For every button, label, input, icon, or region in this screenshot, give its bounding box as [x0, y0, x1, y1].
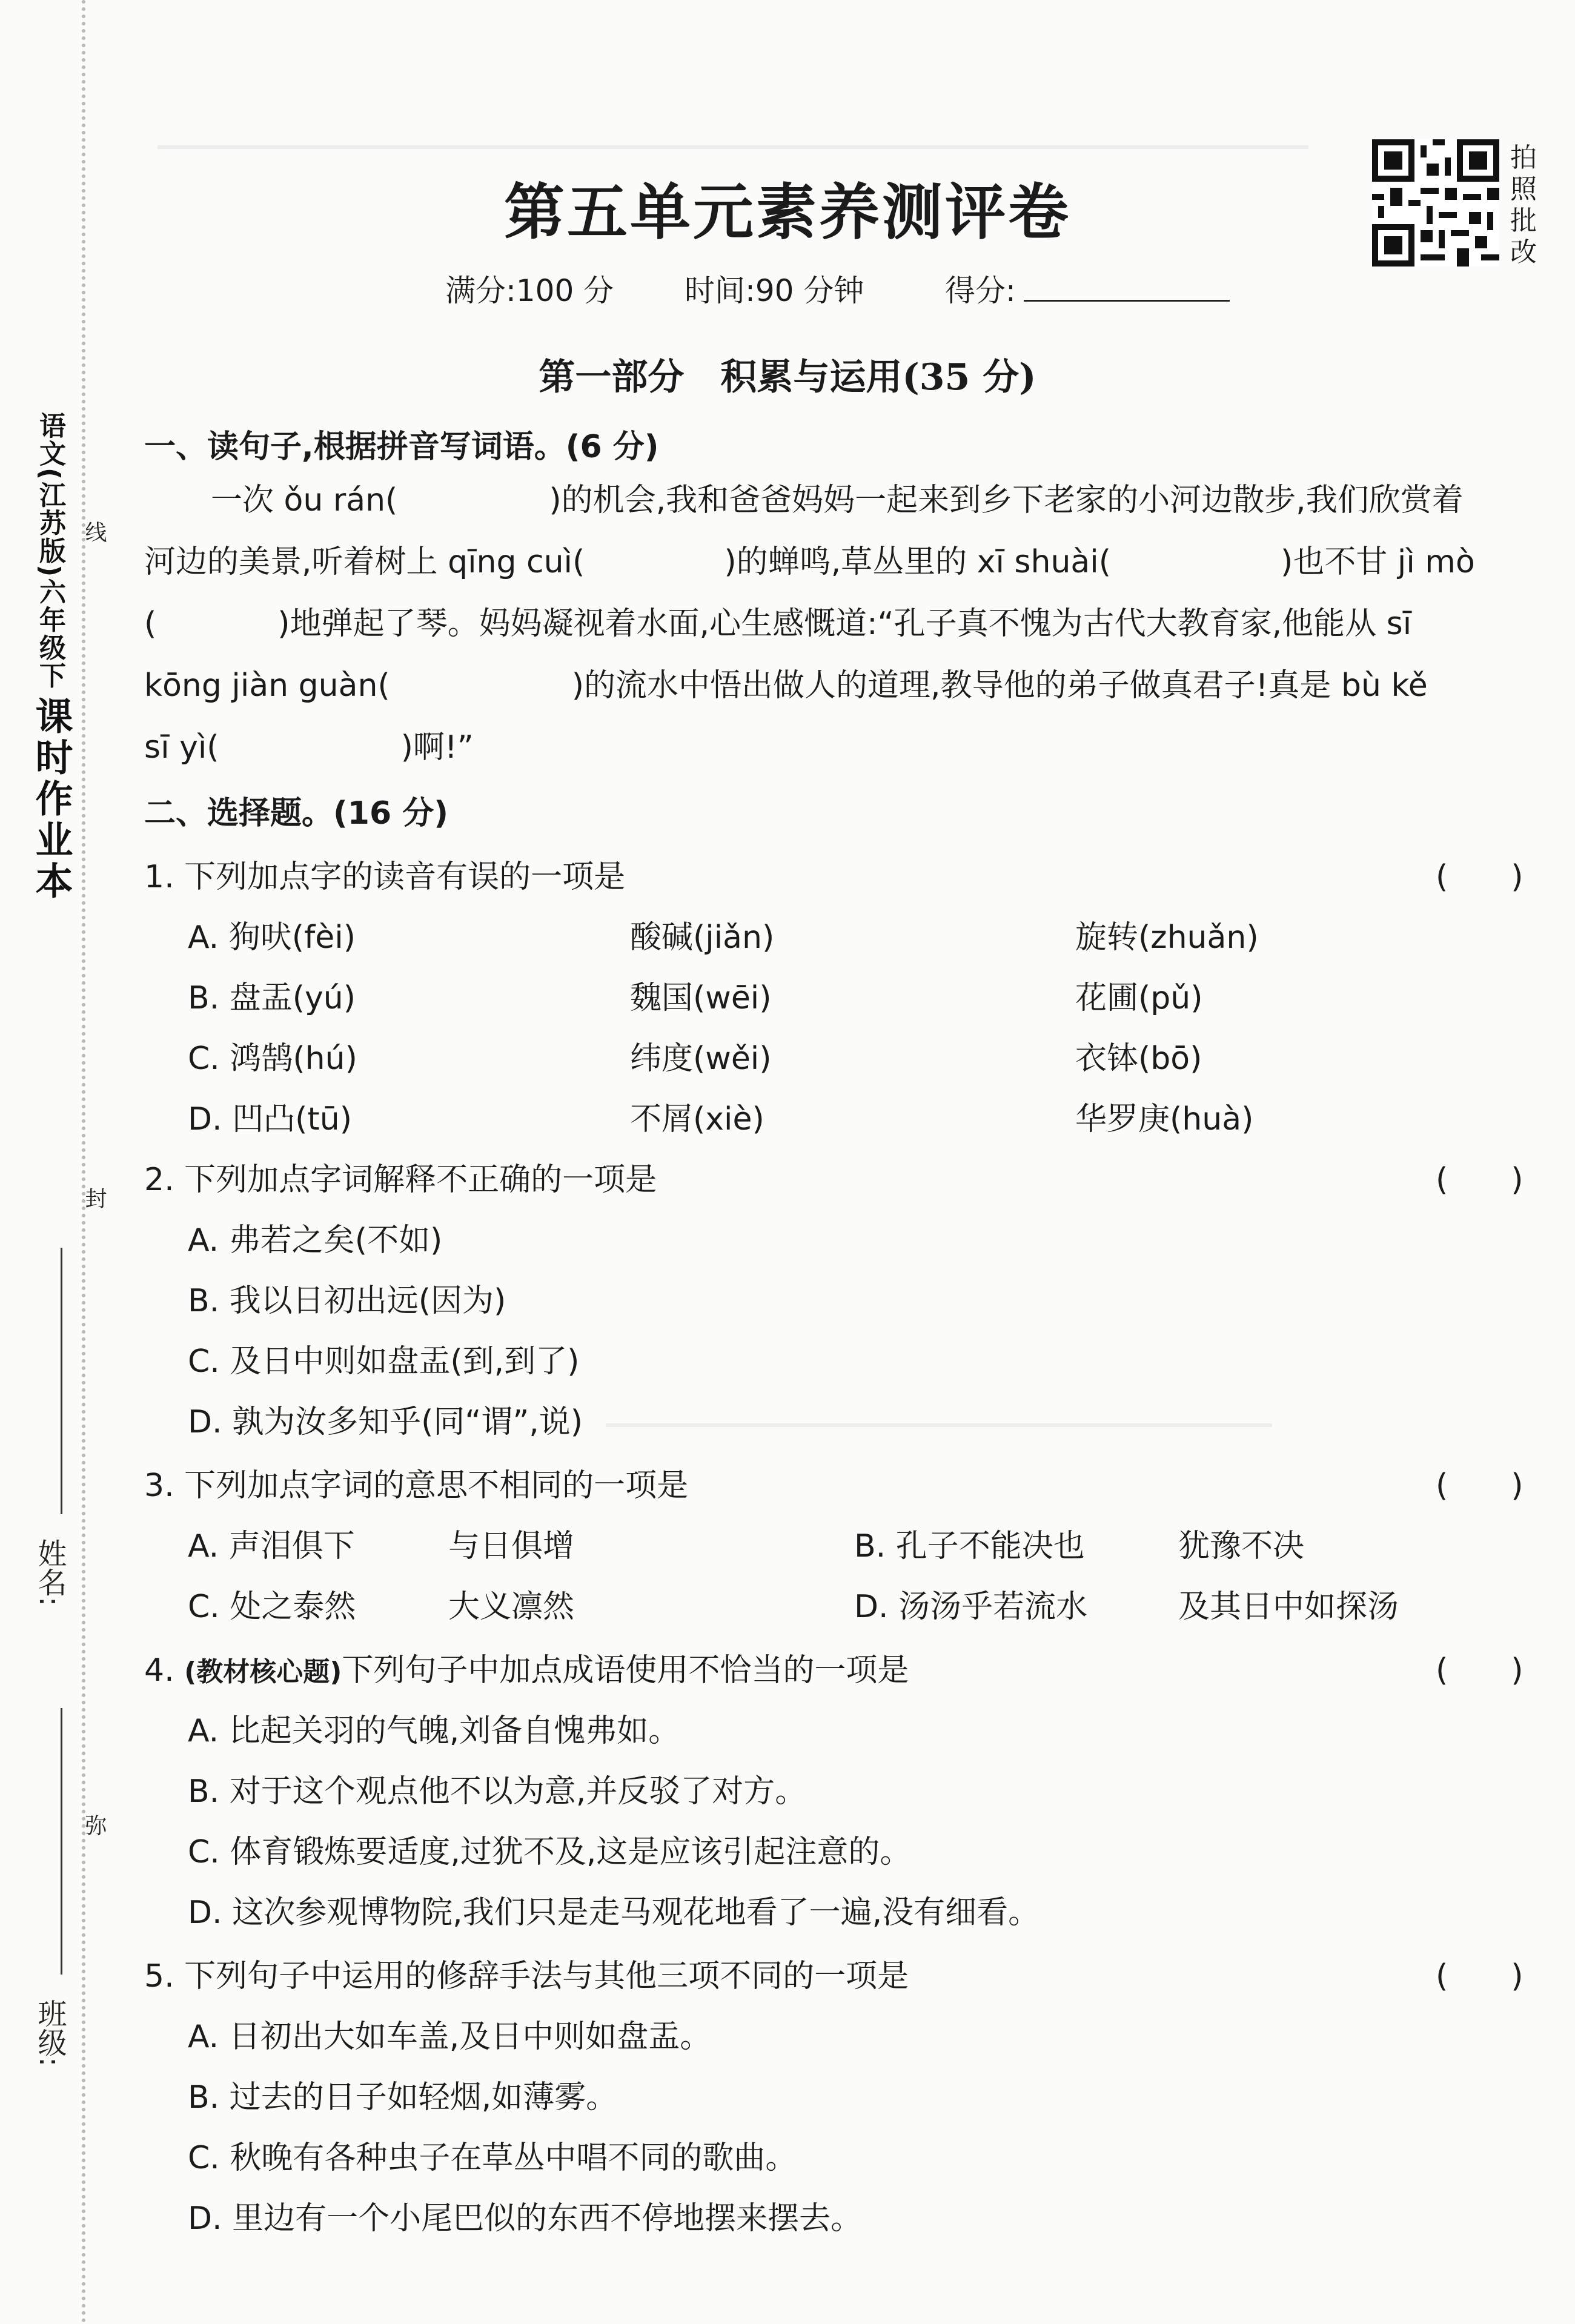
name-field[interactable]	[61, 1248, 62, 1514]
q1-option-c-1[interactable]: C. 鸿鹄(hú)	[188, 1041, 357, 1077]
qr-code-icon[interactable]	[1372, 139, 1499, 266]
name-label: 姓名:	[33, 1538, 67, 1607]
q3-option-b-2: 犹豫不决	[1178, 1528, 1305, 1564]
q1-option-c-2: 纬度(wěi)	[630, 1041, 772, 1077]
question-4-answer-bracket[interactable]: ( )	[1436, 1652, 1524, 1689]
paragraph-line: 河边的美景,听着树上 qīng cuì( )的蝉鸣,草丛里的 xī shuài( )也不甘 jì mò	[144, 544, 1475, 580]
q5-option-a[interactable]: A. 日初出大如车盖,及日中则如盘盂。	[188, 2019, 712, 2055]
q3-option-a-2: 与日俱增	[448, 1528, 575, 1564]
question-4-stem: 4. (教材核心题)下列句子中加点成语使用不恰当的一项是	[144, 1652, 909, 1689]
bleed-through-mark	[606, 1423, 1272, 1427]
book-subtitle: 语文(江苏版)六年级下	[35, 412, 65, 690]
question-5-answer-bracket[interactable]: ( )	[1436, 1958, 1524, 1995]
q1-option-b-2: 魏国(wēi)	[630, 980, 772, 1016]
question-2-stem: 2. 下列加点字词解释不正确的一项是	[144, 1162, 657, 1198]
qr-caption: 拍 照 批 改	[1510, 142, 1537, 268]
part-one-title: 第一部分 积累与运用(35 分)	[539, 356, 1036, 399]
section-two-heading: 二、选择题。(16 分)	[144, 795, 448, 832]
q3-option-d-1[interactable]: D. 汤汤乎若流水	[854, 1589, 1088, 1625]
q1-option-b-3: 花圃(pǔ)	[1075, 980, 1203, 1016]
q1-option-d-2: 不屑(xiè)	[630, 1101, 764, 1137]
q1-option-a-2: 酸碱(jiǎn)	[630, 919, 775, 956]
q3-option-d-2: 及其日中如探汤	[1178, 1589, 1399, 1625]
q2-option-a[interactable]: A. 弗若之矣(不如)	[188, 1222, 443, 1259]
q1-option-b-1[interactable]: B. 盘盂(yú)	[188, 980, 356, 1016]
q4-option-d[interactable]: D. 这次参观博物院,我们只是走马观花地看了一遍,没有细看。	[188, 1895, 1040, 1931]
question-1-stem: 1. 下列加点字的读音有误的一项是	[144, 859, 626, 895]
score-label: 得分:	[945, 273, 1016, 308]
q2-option-d[interactable]: D. 孰为汝多知乎(同“谓”,说)	[188, 1404, 583, 1440]
class-label: 班级:	[33, 1999, 67, 2067]
q1-option-d-3: 华罗庚(huà)	[1075, 1101, 1254, 1137]
score-input-line[interactable]	[1024, 300, 1230, 302]
q1-option-d-1[interactable]: D. 凹凸(tū)	[188, 1101, 353, 1137]
bleed-through-mark	[158, 145, 1308, 149]
q2-option-b[interactable]: B. 我以日初出远(因为)	[188, 1283, 506, 1319]
class-field[interactable]	[61, 1708, 62, 1975]
book-name: 课时作业本	[29, 697, 73, 902]
section-one-heading: 一、读句子,根据拼音写词语。(6 分)	[144, 429, 659, 465]
q4-option-c[interactable]: C. 体育锻炼要适度,过犹不及,这是应该引起注意的。	[188, 1834, 912, 1870]
question-2-answer-bracket[interactable]: ( )	[1436, 1162, 1524, 1198]
q1-option-c-3: 衣钵(bō)	[1075, 1041, 1202, 1077]
cut-word-mi: 弥	[82, 1814, 107, 1836]
q5-option-b[interactable]: B. 过去的日子如轻烟,如薄雾。	[188, 2079, 618, 2116]
pinyin-paragraph	[144, 469, 1550, 778]
q4-option-a[interactable]: A. 比起关羽的气魄,刘备自愧弗如。	[188, 1713, 680, 1749]
core-question-tag: (教材核心题)	[184, 1657, 342, 1687]
cut-word-line: 线	[82, 521, 107, 543]
q1-option-a-1[interactable]: A. 狗吠(fèi)	[188, 919, 356, 956]
paragraph-line: sī yì( )啊!”	[144, 729, 474, 766]
q4-option-b[interactable]: B. 对于这个观点他不以为意,并反驳了对方。	[188, 1773, 807, 1810]
q5-option-d[interactable]: D. 里边有一个小尾巴似的东西不停地摆来摆去。	[188, 2200, 863, 2237]
full-score: 满分:100 分	[445, 273, 614, 308]
paragraph-line: kōng jiàn guàn( )的流水中悟出做人的道理,教导他的弟子做真君子!真是 bù kě	[144, 667, 1428, 704]
question-5-stem: 5. 下列句子中运用的修辞手法与其他三项不同的一项是	[144, 1958, 909, 1995]
q2-option-c[interactable]: C. 及日中则如盘盂(到,到了)	[188, 1343, 580, 1380]
question-1-answer-bracket[interactable]: ( )	[1436, 859, 1524, 895]
q3-option-b-1[interactable]: B. 孔子不能决也	[854, 1528, 1085, 1564]
paragraph-line: 一次 ǒu rán( )的机会,我和爸爸妈妈一起来到乡下老家的小河边散步,我们欣赏着	[211, 482, 1464, 518]
q3-option-c-1[interactable]: C. 处之泰然	[188, 1589, 356, 1625]
page-title: 第五单元素养测评卷	[504, 176, 1071, 248]
q5-option-c[interactable]: C. 秋晚有各种虫子在草丛中唱不同的歌曲。	[188, 2140, 797, 2176]
exam-time: 时间:90 分钟	[685, 273, 864, 308]
q3-option-a-1[interactable]: A. 声泪俱下	[188, 1528, 355, 1564]
question-3-answer-bracket[interactable]: ( )	[1436, 1468, 1524, 1504]
cut-word-seal: 封	[82, 1187, 107, 1209]
paragraph-line: ( )地弹起了琴。妈妈凝视着水面,心生感慨道:“孔子真不愧为古代大教育家,他能从 sī	[144, 606, 1412, 642]
q3-option-c-2: 大义凛然	[448, 1589, 575, 1625]
question-3-stem: 3. 下列加点字词的意思不相同的一项是	[144, 1468, 689, 1504]
q1-option-a-3: 旋转(zhuǎn)	[1075, 919, 1259, 956]
